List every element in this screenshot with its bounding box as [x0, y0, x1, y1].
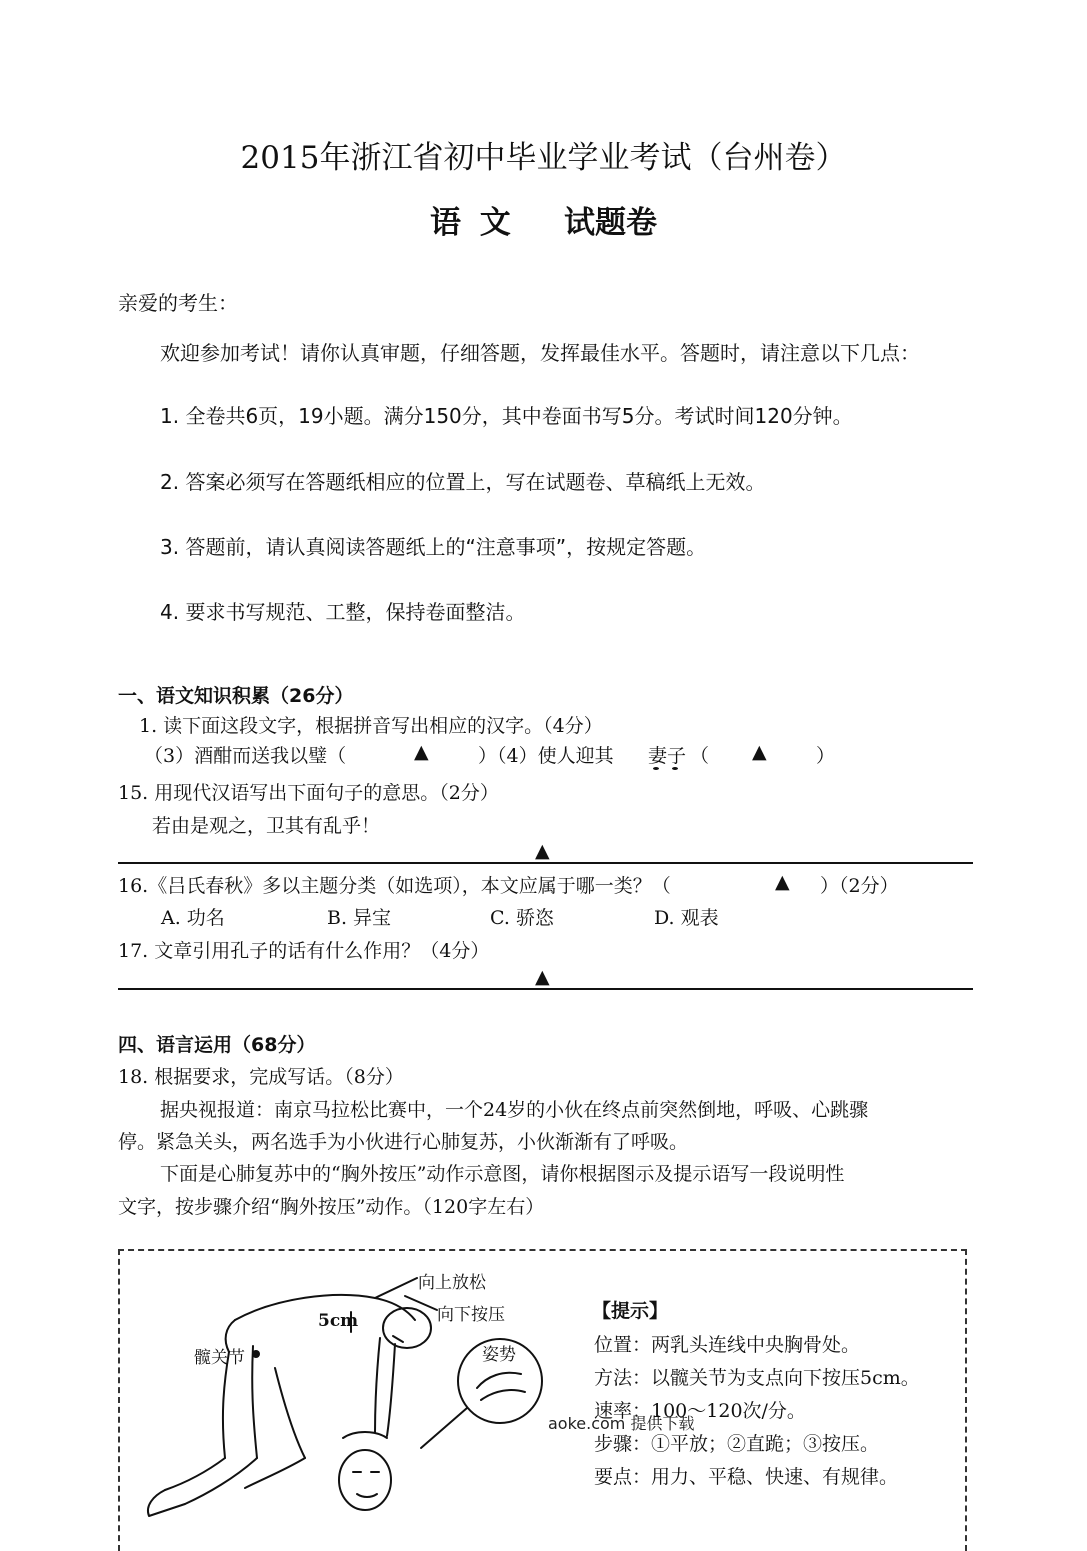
- cpr-illustration: [125, 1258, 585, 1536]
- answer-blank-triangle: ▲: [535, 966, 550, 988]
- welcome-text: 欢迎参加考试！请你认真审题，仔细答题，发挥最佳水平。答题时，请注意以下几点：: [160, 341, 920, 365]
- label-up: 向上放松: [418, 1273, 486, 1293]
- emphasis-dot: [672, 767, 678, 770]
- question-15: 15. 用现代汉语写出下面句子的意思。（2分）: [118, 782, 499, 804]
- label-pose: 姿势: [482, 1345, 516, 1365]
- q1-line-a: （3）酒酣而送我以璧（: [144, 745, 347, 767]
- subject-label: 语 文: [430, 205, 515, 241]
- label-5cm: 5cm: [318, 1311, 359, 1331]
- q1-line-c: （: [690, 745, 710, 767]
- section4-heading: 四、语言运用（68分）: [118, 1034, 316, 1056]
- option-d: D. 观表: [654, 907, 719, 929]
- option-a: A. 功名: [161, 907, 225, 929]
- q1-line-b: ）（4）使人迎其: [478, 745, 614, 767]
- question-17: 17. 文章引用孔子的话有什么作用？（4分）: [118, 940, 490, 962]
- option-b: B. 异宝: [327, 907, 392, 929]
- q18-para1-line1: 据央视报道：南京马拉松比赛中，一个24岁的小伙在终点前突然倒地，呼吸、心跳骤: [160, 1099, 869, 1121]
- watermark: aoke.com 提供下载: [548, 1414, 695, 1433]
- tip-position: 位置：两乳头连线中央胸骨处。: [594, 1334, 861, 1356]
- answer-blank-triangle: ▲: [752, 741, 767, 763]
- question-1: 1. 读下面这段文字，根据拼音写出相应的汉字。（4分）: [139, 715, 603, 737]
- q18-para2-line1: 下面是心肺复苏中的“胸外按压”动作示意图，请你根据图示及提示语写一段说明性: [160, 1163, 845, 1185]
- tip-key-points: 要点：用力、平稳、快速、有规律。: [594, 1466, 899, 1488]
- tip-steps: 步骤：①平放；②直跪；③按压。: [594, 1433, 880, 1455]
- q18-para2-line2: 文字，按步骤介绍“胸外按压”动作。（120字左右）: [118, 1196, 545, 1218]
- question-16: 16.《吕氏春秋》多以主题分类（如选项），本文应属于哪一类？（: [118, 875, 671, 897]
- answer-line: [118, 862, 973, 864]
- q1-line-d: ）: [816, 745, 836, 767]
- answer-line: [118, 988, 973, 990]
- tip-rate: 速率：100～120次/分。: [594, 1400, 806, 1422]
- note-2: 2. 答案必须写在答题纸相应的位置上，写在试题卷、草稿纸上无效。: [160, 470, 766, 494]
- label-down: 向下按压: [437, 1305, 505, 1325]
- exam-title: 2015年浙江省初中毕业学业考试（台州卷）: [240, 140, 847, 176]
- q15-sentence: 若由是观之，卫其有乱乎！: [152, 815, 381, 837]
- label-hip-joint: 髋关节: [194, 1348, 245, 1368]
- answer-blank-triangle: ▲: [775, 871, 790, 893]
- question-18: 18. 根据要求，完成写话。（8分）: [118, 1066, 404, 1088]
- q1-dotted-word: 妻子: [648, 745, 687, 767]
- q16-end: ）（2分）: [820, 875, 899, 897]
- q18-para1-line2: 停。紧急关头，两名选手为小伙进行心肺复苏，小伙渐渐有了呼吸。: [118, 1131, 689, 1153]
- answer-blank-triangle: ▲: [414, 741, 429, 763]
- answer-blank-triangle: ▲: [535, 840, 550, 862]
- salutation: 亲爱的考生：: [118, 291, 238, 315]
- paper-label: 试题卷: [564, 205, 657, 241]
- option-c: C. 骄恣: [490, 907, 554, 929]
- emphasis-dot: [653, 767, 659, 770]
- note-4: 4. 要求书写规范、工整，保持卷面整洁。: [160, 600, 526, 624]
- section1-heading: 一、语文知识积累（26分）: [118, 685, 354, 707]
- tip-method: 方法：以髋关节为支点向下按压5cm。: [594, 1367, 920, 1389]
- tips-title: 【提示】: [592, 1300, 669, 1322]
- note-1: 1. 全卷共6页，19小题。满分150分，其中卷面书写5分。考试时间120分钟。: [160, 404, 853, 428]
- note-3: 3. 答题前，请认真阅读答题纸上的“注意事项”，按规定答题。: [160, 535, 707, 559]
